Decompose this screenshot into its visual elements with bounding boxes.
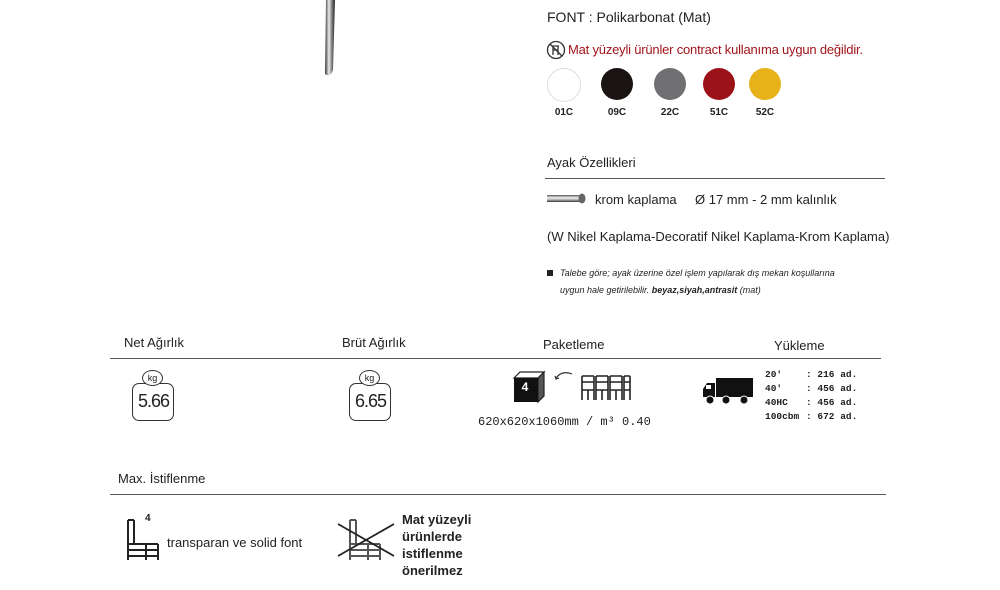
- swatch-label: 51C: [709, 107, 729, 118]
- packaging-header: Paketleme: [543, 337, 605, 352]
- leg-material: krom kaplama: [595, 192, 677, 207]
- loading-row: [765, 410, 857, 424]
- leg-note-prefix: uygun hale getirilebilir.: [560, 285, 650, 295]
- swatch-label: 01C: [554, 107, 574, 118]
- net-weight-header: Net Ağırlık: [124, 335, 184, 350]
- swatch-22c: [654, 68, 686, 100]
- no-stacking-icon: [336, 516, 396, 564]
- box-count: 4: [521, 380, 529, 394]
- leg-note-colors: beyaz,siyah,antrasit: [651, 285, 738, 295]
- container-type: 40': [765, 383, 783, 394]
- legs-section-title: Ayak Özellikleri: [547, 155, 636, 170]
- mat-warning-line: ürünlerde: [402, 529, 462, 544]
- loading-row: [765, 396, 857, 410]
- leg-note-suffix: (mat): [739, 285, 761, 295]
- net-weight-value: 5.66: [137, 391, 170, 411]
- container-qty: : 456 ad.: [806, 397, 858, 408]
- swatch-51c: [703, 68, 735, 100]
- mat-warning-line: önerilmez: [402, 563, 463, 578]
- swatch-09c: [601, 68, 633, 100]
- swatch-01c: [547, 68, 581, 102]
- stacking-title: Max. İstiflenme: [118, 471, 206, 486]
- gross-weight-unit: kg: [364, 373, 375, 383]
- packaging-dimensions: 620x620x1060mm / m³ 0.40: [478, 415, 651, 429]
- stacking-divider: [110, 494, 886, 495]
- mat-warning-line: Mat yüzeyli: [402, 512, 472, 527]
- container-type: 100cbm: [765, 411, 800, 422]
- leg-size: Ø 17 mm - 2 mm kalınlık: [695, 192, 837, 207]
- swatch-label: 52C: [755, 107, 775, 118]
- leg-finish-options: (W Nikel Kaplama-Decoratif Nikel Kaplama-Krom Kaplama): [547, 229, 890, 244]
- bullet-icon: [547, 270, 553, 276]
- container-qty: : 672 ad.: [806, 411, 858, 422]
- specs-divider: [110, 358, 881, 359]
- container-type: 20': [765, 369, 783, 380]
- font-material-label: FONT : Polikarbonat (Mat): [547, 9, 711, 25]
- loading-row: [765, 368, 857, 382]
- stacking-count: 4: [145, 513, 151, 524]
- leg-note-line1: Talebe göre; ayak üzerine özel işlem yapılarak dış mekan koşullarına: [560, 268, 835, 278]
- mat-warning-line: istiflenme: [402, 546, 463, 561]
- container-qty: : 456 ad.: [806, 383, 858, 394]
- gross-weight-value: 6.65: [354, 391, 387, 411]
- container-qty: : 216 ad.: [806, 369, 858, 380]
- stacking-transparent-text: transparan ve solid font: [167, 535, 303, 550]
- legs-divider: [545, 178, 885, 179]
- leg-note-line2: [560, 285, 761, 295]
- stacked-chairs-icon: [550, 368, 632, 404]
- truck-icon: [702, 376, 754, 406]
- container-type: 40HC: [765, 397, 788, 408]
- loading-header: Yükleme: [774, 338, 825, 353]
- swatch-label: 22C: [660, 107, 680, 118]
- chair-leg-image: [318, 0, 348, 80]
- contract-warning-text: Mat yüzeyli ürünler contract kullanıma uygun değildir.: [568, 42, 863, 57]
- chrome-tube-icon: [546, 192, 588, 206]
- loading-row: [765, 382, 857, 396]
- gross-weight-header: Brüt Ağırlık: [342, 335, 406, 350]
- no-contract-icon: [546, 40, 566, 60]
- loading-table: [765, 368, 857, 424]
- mat-stacking-warning: [402, 511, 471, 579]
- stacked-chair-icon: [124, 516, 164, 562]
- swatch-52c: [749, 68, 781, 100]
- swatch-label: 09C: [607, 107, 627, 118]
- net-weight-unit: kg: [147, 373, 158, 383]
